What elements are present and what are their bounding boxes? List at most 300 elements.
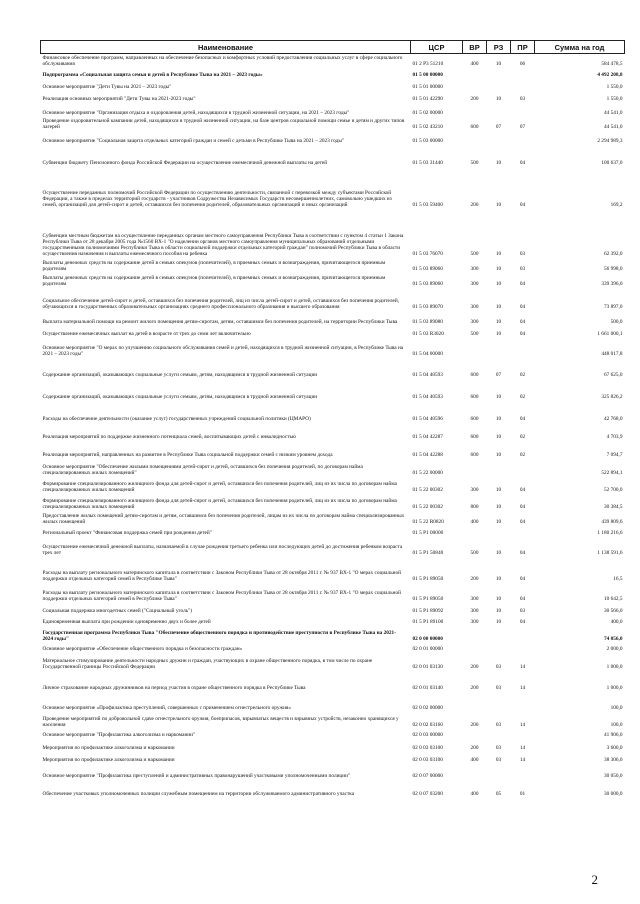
row-rz: 10 bbox=[495, 160, 502, 167]
row-sum: 30 050,0 bbox=[603, 773, 623, 780]
row-rz bbox=[487, 68, 511, 79]
row-rz: 10 bbox=[495, 596, 502, 603]
row-vr: 300 bbox=[470, 596, 479, 603]
row-vr: 200 bbox=[470, 96, 479, 103]
row-csr: 02 0 01 03130 bbox=[412, 664, 443, 671]
row-pr bbox=[511, 764, 535, 780]
row-sum: 30 566,0 bbox=[603, 608, 623, 615]
table-row bbox=[41, 557, 625, 583]
row-rz: 10 bbox=[495, 434, 502, 441]
row-sum: 67 625,0 bbox=[603, 372, 623, 379]
table-row bbox=[41, 311, 625, 326]
row-name: Формирование специализированного жилищного фонда для детей-сирот и детей, оставшихся без попечения родителей, лиц из их числа по договорам найма специализированных жилых помещений bbox=[42, 481, 397, 494]
row-vr bbox=[463, 764, 487, 780]
row-vr: 500 bbox=[470, 160, 479, 167]
row-sum: 325 826,2 bbox=[601, 394, 623, 401]
row-pr: 04 bbox=[519, 416, 526, 423]
row-rz: 10 bbox=[495, 608, 502, 615]
header-pr: ПР bbox=[511, 41, 535, 54]
row-pr: 14 bbox=[519, 745, 526, 752]
table-row bbox=[41, 145, 625, 167]
table-row bbox=[41, 511, 625, 526]
row-vr: 500 bbox=[470, 550, 479, 557]
row-vr: 200 bbox=[470, 202, 479, 209]
row-sum: 4 492 208,8 bbox=[597, 72, 623, 79]
row-pr: 04 bbox=[519, 519, 526, 526]
row-vr bbox=[463, 729, 487, 739]
row-sum: 2 294 989,3 bbox=[597, 138, 623, 145]
row-vr bbox=[463, 643, 487, 653]
table-row bbox=[41, 526, 625, 537]
row-pr bbox=[511, 459, 535, 477]
row-rz bbox=[487, 729, 511, 739]
row-pr: 04 bbox=[519, 504, 526, 511]
budget-table bbox=[40, 40, 625, 798]
table-row bbox=[41, 739, 625, 752]
row-sum: 30 384,5 bbox=[603, 504, 623, 511]
table-row bbox=[41, 441, 625, 459]
row-csr: 02 0 00 00000 bbox=[412, 636, 443, 643]
row-name: Предоставление жилых помещений детям-сиротам и детям, оставшимся без попечения родителей, лицам из их числа по договорам найма специализированных жилых помещений bbox=[42, 513, 405, 526]
row-vr bbox=[463, 79, 487, 91]
row-name: Выплата материальной помощи на ремонт жилого помещения детям-сиротам, детям, оставшимся без попечения родителей, на территории Республики Тыва bbox=[42, 319, 398, 326]
row-name: Основное мероприятие «Обеспечение общественного порядка и безопасности граждан» bbox=[42, 646, 243, 653]
row-csr: 02 0 01 00000 bbox=[412, 646, 443, 653]
row-sum: 2 000,0 bbox=[606, 646, 623, 653]
table-row bbox=[41, 209, 625, 258]
row-rz: 10 bbox=[495, 304, 502, 311]
table-row bbox=[41, 91, 625, 103]
row-sum: 4 703,9 bbox=[606, 434, 623, 441]
table-row bbox=[41, 358, 625, 379]
row-csr: 02 0 01 03140 bbox=[412, 685, 443, 692]
row-sum: 62 392,0 bbox=[603, 251, 623, 258]
row-vr: 300 bbox=[470, 304, 479, 311]
row-rz: 07 bbox=[495, 372, 502, 379]
row-vr: 200 bbox=[470, 745, 479, 752]
row-sum: 10 642,5 bbox=[603, 596, 623, 603]
table-row bbox=[41, 288, 625, 311]
table-row bbox=[41, 273, 625, 288]
row-vr bbox=[463, 526, 487, 537]
row-sum: 1 550,0 bbox=[606, 84, 623, 91]
row-vr bbox=[463, 68, 487, 79]
table-body bbox=[41, 54, 625, 798]
row-rz: 10 bbox=[495, 452, 502, 459]
table-row bbox=[41, 643, 625, 653]
row-csr: 01 2 P3 51210 bbox=[412, 61, 444, 68]
row-name: Формирование специализированного жилищного фонда для детей-сирот и детей, оставшихся без попечения родителей, лиц из их числа по договорам найма специализированных жилых помещений bbox=[42, 498, 397, 511]
row-name: Мероприятия по профилактике алкоголизма и наркомании bbox=[42, 757, 175, 764]
row-pr: 14 bbox=[519, 722, 526, 729]
row-csr: 01 5 03 76070 bbox=[412, 251, 443, 258]
row-vr: 300 bbox=[470, 266, 479, 273]
row-vr bbox=[463, 459, 487, 477]
row-name: Содержание организаций, оказывающих социальные услуги семьям, детям, находящимся в трудной жизненной ситуации bbox=[42, 394, 318, 401]
row-pr: 04 bbox=[519, 576, 526, 583]
row-name: Субвенции местным бюджетам на осуществление переданных органам местного самоуправления Республики Тыва в соответствии с пунктом 4 статьи 1 Закона Республики Тыва от 28 декабря 2005 года №1560 ВХ-1 "О наделении органов местного самоуправления муниципальных образований отдельными государственными полномочиями Республики Тыва в области социальной поддержки отдельных категорий граждан" полномочий Республики Тыва в области осуществления назначения и выплаты ежемесячного пособия на ребенка bbox=[42, 232, 404, 258]
row-csr: 01 5 02 43210 bbox=[412, 124, 443, 131]
row-vr: 800 bbox=[470, 504, 479, 511]
row-vr bbox=[463, 131, 487, 145]
row-pr bbox=[511, 103, 535, 117]
row-rz bbox=[487, 103, 511, 117]
row-pr bbox=[511, 729, 535, 739]
row-rz: 03 bbox=[495, 685, 502, 692]
row-pr: 04 bbox=[519, 487, 526, 494]
row-rz bbox=[487, 692, 511, 712]
table-row bbox=[41, 692, 625, 712]
header-vr: ВР bbox=[463, 41, 487, 54]
row-name: Основное мероприятие "Профилактика преступлений и административных правонарушений участковыми уполномоченными полиции" bbox=[42, 773, 351, 780]
row-sum: 100,0 bbox=[610, 705, 623, 712]
table-row bbox=[41, 712, 625, 729]
row-csr: 01 5 03 89060 bbox=[412, 281, 443, 288]
row-csr: 01 5 03 00000 bbox=[412, 138, 443, 145]
row-pr: 04 bbox=[519, 596, 526, 603]
row-csr: 01 5 03 59400 bbox=[412, 202, 443, 209]
row-vr bbox=[463, 692, 487, 712]
row-sum: 584 478,5 bbox=[601, 61, 623, 68]
row-pr bbox=[511, 643, 535, 653]
row-name: Осуществление переданных полномочий Российской Федерации по осуществлению деятельности, связанной с перевозкой между субъектами Российской Федерации, а также в пределах территорий государств - участников Содружества Независимых Государств несовершеннолетних, самовольно ушедших из семей, организаций для детей-сирот и детей, оставшихся без попечения родителей, образовательных организаций и иных организаций bbox=[42, 189, 392, 209]
table-row bbox=[41, 671, 625, 692]
row-sum: 16,5 bbox=[613, 576, 623, 583]
row-csr: 01 5 04 40593 bbox=[412, 372, 443, 379]
row-pr: 02 bbox=[519, 372, 526, 379]
row-vr: 400 bbox=[470, 757, 479, 764]
row-csr: 01 5 P1 89050 bbox=[412, 596, 444, 603]
table-row bbox=[41, 653, 625, 671]
row-sum: 7 094,7 bbox=[606, 452, 623, 459]
row-pr: 04 bbox=[519, 619, 526, 626]
row-vr: 500 bbox=[470, 331, 479, 338]
row-vr: 600 bbox=[470, 124, 479, 131]
row-pr: 03 bbox=[519, 251, 526, 258]
row-sum: 44 541,0 bbox=[603, 124, 623, 131]
row-rz: 10 bbox=[495, 331, 502, 338]
row-sum: 41 906,0 bbox=[603, 732, 623, 739]
row-name: Основное мероприятие "Обеспечение жилыми помещениями детей-сирот и детей, оставшихся без попечения родителей, по договорам найма специализированных жилых помещений" bbox=[42, 464, 363, 477]
row-sum: 1 661 000,1 bbox=[597, 331, 623, 338]
row-pr bbox=[511, 692, 535, 712]
row-csr: 01 5 04 00000 bbox=[412, 351, 443, 358]
header-csr: ЦСР bbox=[411, 41, 463, 54]
row-rz: 10 bbox=[495, 576, 502, 583]
row-name: Основное мероприятие "О мерах по улучшению социального обслуживания семей и детей, находящихся в трудной жизненной ситуации, в Республике Тыва на 2021 – 2023 годы" bbox=[42, 345, 404, 358]
row-rz bbox=[487, 643, 511, 653]
row-sum: 30 000,0 bbox=[603, 791, 623, 798]
row-sum: 52 700,0 bbox=[603, 487, 623, 494]
row-csr: 01 5 00 00000 bbox=[412, 72, 443, 79]
row-csr: 01 5 01 42290 bbox=[412, 96, 443, 103]
row-rz: 10 bbox=[495, 416, 502, 423]
row-sum: 42 768,0 bbox=[603, 416, 623, 423]
row-name: Реализация основных мероприятий "Дети Тувы на 2021-2023 годы" bbox=[42, 96, 196, 103]
row-name: Расходы на выплату регионального материнского капитала в соответствии с Законом Республики Тыва от 28 октября 2011 г. № 937 ВХ-1 "О мерах социальной поддержки отдельных категорий семей в Республике Тыва" bbox=[42, 570, 401, 583]
document-page bbox=[40, 40, 624, 798]
row-name: Социальная поддержка многодетных семей ("Социальный уголь") bbox=[42, 608, 193, 615]
row-csr: 01 5 03 89060 bbox=[412, 266, 443, 273]
row-sum: 169,2 bbox=[610, 202, 623, 209]
row-vr: 300 bbox=[470, 319, 479, 326]
row-csr: 01 5 04 40596 bbox=[412, 416, 443, 423]
row-rz: 10 bbox=[495, 550, 502, 557]
row-csr: 01 5 02 00000 bbox=[412, 110, 443, 117]
row-pr: 04 bbox=[519, 304, 526, 311]
row-name: Мероприятия по профилактике алкоголизма и наркомании bbox=[42, 745, 175, 752]
row-rz: 10 bbox=[495, 202, 502, 209]
row-name: Основное мероприятие "Организация отдыха и оздоровления детей, находящихся в трудной жизненной ситуации, на 2021 – 2023 годы" bbox=[42, 110, 350, 117]
row-name: Содержание организаций, оказывающих социальные услуги семьям, детям, находящимся в трудной жизненной ситуации bbox=[42, 372, 318, 379]
row-rz: 10 bbox=[495, 96, 502, 103]
row-name: Основное мероприятие "Социальная защита отдельных категорий граждан и семей с детьми в Республике Тыва на 2021 – 2023 годы" bbox=[42, 138, 345, 145]
row-sum: 100,0 bbox=[610, 722, 623, 729]
row-rz: 03 bbox=[495, 745, 502, 752]
row-pr: 02 bbox=[519, 394, 526, 401]
table-row bbox=[41, 780, 625, 798]
row-sum: 500,0 bbox=[610, 319, 623, 326]
row-vr: 200 bbox=[470, 722, 479, 729]
row-csr: 02 0 03 00000 bbox=[412, 732, 443, 739]
row-pr: 06 bbox=[519, 61, 526, 68]
table-row bbox=[41, 764, 625, 780]
row-pr: 14 bbox=[519, 685, 526, 692]
row-name: Осуществление ежемесячных выплат на детей в возрасте от трех до семи лет включительно bbox=[42, 331, 251, 338]
row-csr: 01 5 03 R3020 bbox=[412, 331, 444, 338]
table-row bbox=[41, 103, 625, 117]
row-sum: 400,0 bbox=[610, 619, 623, 626]
row-csr: 01 5 P1 50840 bbox=[412, 550, 444, 557]
row-name: Основное мероприятие "Дети Тувы на 2021 – 2023 годы" bbox=[42, 84, 172, 91]
row-vr: 600 bbox=[470, 394, 479, 401]
row-vr: 200 bbox=[470, 685, 479, 692]
row-name: Государственная программа Республики Тыва "Обеспечение общественного порядка и противодействие преступности в Республике Тыва на 2021-2024 годы" bbox=[42, 630, 396, 643]
page-number: 2 bbox=[591, 872, 598, 887]
row-pr: 02 bbox=[519, 452, 526, 459]
row-csr: 01 5 22 R0820 bbox=[412, 519, 444, 526]
row-name: Подпрограмма «Социальная защита семьи и детей в Республике Тыва на 2021 – 2023 годы» bbox=[42, 72, 263, 79]
row-pr: 04 bbox=[519, 160, 526, 167]
row-vr: 600 bbox=[470, 434, 479, 441]
row-csr: 02 0 03 03100 bbox=[412, 757, 443, 764]
table-row bbox=[41, 752, 625, 764]
row-vr: 300 bbox=[470, 608, 479, 615]
table-row bbox=[41, 338, 625, 358]
row-pr: 01 bbox=[519, 791, 526, 798]
row-pr: 04 bbox=[519, 202, 526, 209]
table-row bbox=[41, 326, 625, 338]
row-csr: 01 5 01 00000 bbox=[412, 84, 443, 91]
row-pr: 04 bbox=[519, 281, 526, 288]
header-name: Наименование bbox=[41, 41, 411, 54]
row-pr: 14 bbox=[519, 757, 526, 764]
row-csr: 01 5 03 89080 bbox=[412, 319, 443, 326]
row-rz: 07 bbox=[495, 124, 502, 131]
table-row bbox=[41, 729, 625, 739]
table-row bbox=[41, 603, 625, 615]
row-csr: 01 5 03 31440 bbox=[412, 160, 443, 167]
row-name: Выплаты денежных средств на содержание детей в семьях опекунов (попечителей), в приемных семьях и вознаграждения, причитающегося приемным родителям bbox=[42, 260, 386, 273]
row-vr: 600 bbox=[470, 372, 479, 379]
row-csr: 01 5 22 00302 bbox=[412, 504, 443, 511]
row-rz: 10 bbox=[495, 487, 502, 494]
row-vr: 300 bbox=[470, 487, 479, 494]
row-csr: 01 5 22 00000 bbox=[412, 470, 443, 477]
row-rz bbox=[487, 131, 511, 145]
row-pr: 14 bbox=[519, 664, 526, 671]
row-vr: 400 bbox=[470, 61, 479, 68]
row-sum: 100 637,0 bbox=[601, 160, 623, 167]
table-row bbox=[41, 537, 625, 557]
row-pr: 03 bbox=[519, 608, 526, 615]
row-pr: 03 bbox=[519, 96, 526, 103]
row-sum: 56 998,0 bbox=[603, 266, 623, 273]
row-csr: 01 5 P1 89050 bbox=[412, 576, 444, 583]
row-csr: 02 0 03 03100 bbox=[412, 745, 443, 752]
row-sum: 1 138 591,6 bbox=[597, 550, 623, 557]
row-name: Материальное стимулирование деятельности народных дружин и граждан, участвующих в охране общественного порядка, в том числе по охране Государственной границы Российской Федерации bbox=[42, 658, 373, 671]
row-pr bbox=[511, 79, 535, 91]
table-header-row bbox=[41, 41, 625, 54]
row-csr: 02 0 07 03200 bbox=[412, 791, 443, 798]
row-name: Основное мероприятие «Профилактика преступлений, совершенных с применением огнестрельного оружия» bbox=[42, 705, 291, 712]
table-row bbox=[41, 258, 625, 273]
row-csr: 02 0 02 00000 bbox=[412, 705, 443, 712]
row-rz bbox=[487, 79, 511, 91]
row-sum: 3 600,0 bbox=[606, 745, 623, 752]
row-vr bbox=[463, 626, 487, 643]
header-rz: РЗ bbox=[487, 41, 511, 54]
row-csr: 02 0 07 00000 bbox=[412, 773, 443, 780]
row-rz: 10 bbox=[495, 619, 502, 626]
row-rz: 10 bbox=[495, 61, 502, 68]
table-row bbox=[41, 79, 625, 91]
row-rz: 10 bbox=[495, 319, 502, 326]
row-pr: 04 bbox=[519, 550, 526, 557]
row-pr: 04 bbox=[519, 331, 526, 338]
table-row bbox=[41, 167, 625, 209]
row-sum: 439 809,6 bbox=[601, 519, 623, 526]
row-rz: 10 bbox=[495, 251, 502, 258]
row-sum: 522 894,1 bbox=[601, 470, 623, 477]
row-sum: 1 550,0 bbox=[606, 96, 623, 103]
row-vr: 600 bbox=[470, 452, 479, 459]
row-rz: 05 bbox=[495, 791, 502, 798]
row-rz: 10 bbox=[495, 519, 502, 526]
row-csr: 01 5 P1 00000 bbox=[412, 530, 444, 537]
row-name: Социальное обеспечение детей-сирот и детей, оставшихся без попечения родителей, лиц из числа детей-сирот и детей, оставшихся без попечения родителей, обучающихся в государственных образовательных организациях среднего профессионального образования и высшего образования bbox=[42, 298, 399, 311]
row-vr: 500 bbox=[470, 251, 479, 258]
row-rz bbox=[487, 459, 511, 477]
row-name: Расходы на выплату регионального материнского капитала в соответствии с Законом Республики Тыва от 28 октября 2011 г. № 937 ВХ-1 "О мерах социальной поддержки отдельных категорий семей в Республике Тыва" bbox=[42, 590, 401, 603]
table-row bbox=[41, 626, 625, 643]
row-rz bbox=[487, 526, 511, 537]
table-row bbox=[41, 583, 625, 603]
row-csr: 02 0 02 03160 bbox=[412, 722, 443, 729]
row-sum: 448 017,8 bbox=[601, 351, 623, 358]
table-row bbox=[41, 477, 625, 494]
row-sum: 1 180 216,6 bbox=[597, 530, 623, 537]
row-name: Финансовое обеспечение программ, направленных на обеспечение безопасных и комфортных условий предоставления социальных услуг в сфере социального обслуживания bbox=[42, 55, 403, 68]
header-sum: Сумма на год bbox=[535, 41, 625, 54]
row-pr bbox=[511, 526, 535, 537]
table-row bbox=[41, 423, 625, 441]
row-name: Региональный проект "Финансовая поддержка семей при рождении детей" bbox=[42, 530, 212, 537]
table-row bbox=[41, 54, 625, 68]
row-name: Проведение оздоровительной кампании детей, находящихся в трудной жизненной ситуации, на базе центров социальной помощи семье и детям и других типов лагерей bbox=[42, 118, 405, 131]
row-sum: 38 306,0 bbox=[603, 757, 623, 764]
row-vr: 400 bbox=[470, 519, 479, 526]
table-row bbox=[41, 379, 625, 401]
row-name: Осуществление ежемесячной денежной выплаты, назначаемой в случае рождения третьего ребенка или последующих детей до достижения ребенком возраста трех лет bbox=[42, 544, 403, 557]
row-vr: 200 bbox=[470, 664, 479, 671]
row-vr: 200 bbox=[470, 576, 479, 583]
row-csr: 01 5 22 00302 bbox=[412, 487, 443, 494]
row-csr: 01 5 04 40593 bbox=[412, 394, 443, 401]
row-rz bbox=[487, 338, 511, 358]
row-vr: 400 bbox=[470, 791, 479, 798]
row-sum: 44 541,0 bbox=[603, 110, 623, 117]
row-pr bbox=[511, 131, 535, 145]
row-sum: 339 396,0 bbox=[601, 281, 623, 288]
row-vr: 600 bbox=[470, 416, 479, 423]
row-csr: 01 5 P1 89100 bbox=[412, 619, 444, 626]
row-rz bbox=[487, 764, 511, 780]
table-row bbox=[41, 615, 625, 626]
table-row bbox=[41, 131, 625, 145]
table-row bbox=[41, 459, 625, 477]
row-name: Личное страхование народных дружинников на период участия в охране общественного порядка в Республике Тыва bbox=[42, 685, 306, 692]
row-sum: 73 897,0 bbox=[603, 304, 623, 311]
row-csr: 01 5 P1 89092 bbox=[412, 608, 444, 615]
row-name: Субвенции бюджету Пенсионного фонда Российской Федерации на осуществление ежемесячной денежной выплаты на детей bbox=[42, 160, 328, 167]
row-pr bbox=[511, 338, 535, 358]
row-name: Выплаты денежных средств на содержание детей в семьях опекунов (попечителей), в приемных семьях и вознаграждения, причитающегося приемным родителям bbox=[42, 275, 386, 288]
row-rz: 03 bbox=[495, 664, 502, 671]
row-vr: 300 bbox=[470, 281, 479, 288]
row-name: Реализация мероприятий по поддержке жизненного потенциала семей, воспитывающих детей с инвалидностью bbox=[42, 434, 296, 441]
table-row bbox=[41, 68, 625, 79]
row-vr bbox=[463, 103, 487, 117]
row-name: Проведение мероприятий по добровольной сдаче огнестрельного оружия, боеприпасов, взрывчатых веществ и взрывных устройств, незаконно хранящихся у населения bbox=[42, 716, 399, 729]
row-name: Основное мероприятие "Профилактика алкоголизма и наркомании" bbox=[42, 732, 196, 739]
table-row bbox=[41, 401, 625, 423]
row-rz: 10 bbox=[495, 266, 502, 273]
row-rz: 03 bbox=[495, 722, 502, 729]
row-sum: 74 056,0 bbox=[603, 636, 623, 643]
table-row bbox=[41, 494, 625, 511]
row-pr bbox=[511, 68, 535, 79]
row-csr: 01 5 04 42287 bbox=[412, 434, 443, 441]
row-name: Обеспечение участковых уполномоченных полиции служебным помещением на территории обслуживаемого административного участка bbox=[42, 791, 355, 798]
row-csr: 01 5 04 42288 bbox=[412, 452, 443, 459]
row-pr bbox=[511, 626, 535, 643]
row-name: Расходы на обеспечение деятельности (оказание услуг) государственных учреждений социальной политики (ЦМАРО) bbox=[42, 416, 311, 423]
row-vr: 300 bbox=[470, 619, 479, 626]
row-sum: 1 000,0 bbox=[606, 685, 623, 692]
row-rz: 10 bbox=[495, 394, 502, 401]
row-csr: 01 5 03 89070 bbox=[412, 304, 443, 311]
row-vr bbox=[463, 338, 487, 358]
row-name: Реализация мероприятий, направленных на развитие в Республике Тыва социальной поддержки семей с низким уровнем дохода bbox=[42, 452, 333, 459]
row-pr: 04 bbox=[519, 319, 526, 326]
row-rz: 10 bbox=[495, 281, 502, 288]
row-rz: 10 bbox=[495, 504, 502, 511]
row-sum: 1 000,0 bbox=[606, 664, 623, 671]
row-name: Единовременная выплата при рождении одновременно двух и более детей bbox=[42, 619, 211, 626]
row-pr: 03 bbox=[519, 266, 526, 273]
